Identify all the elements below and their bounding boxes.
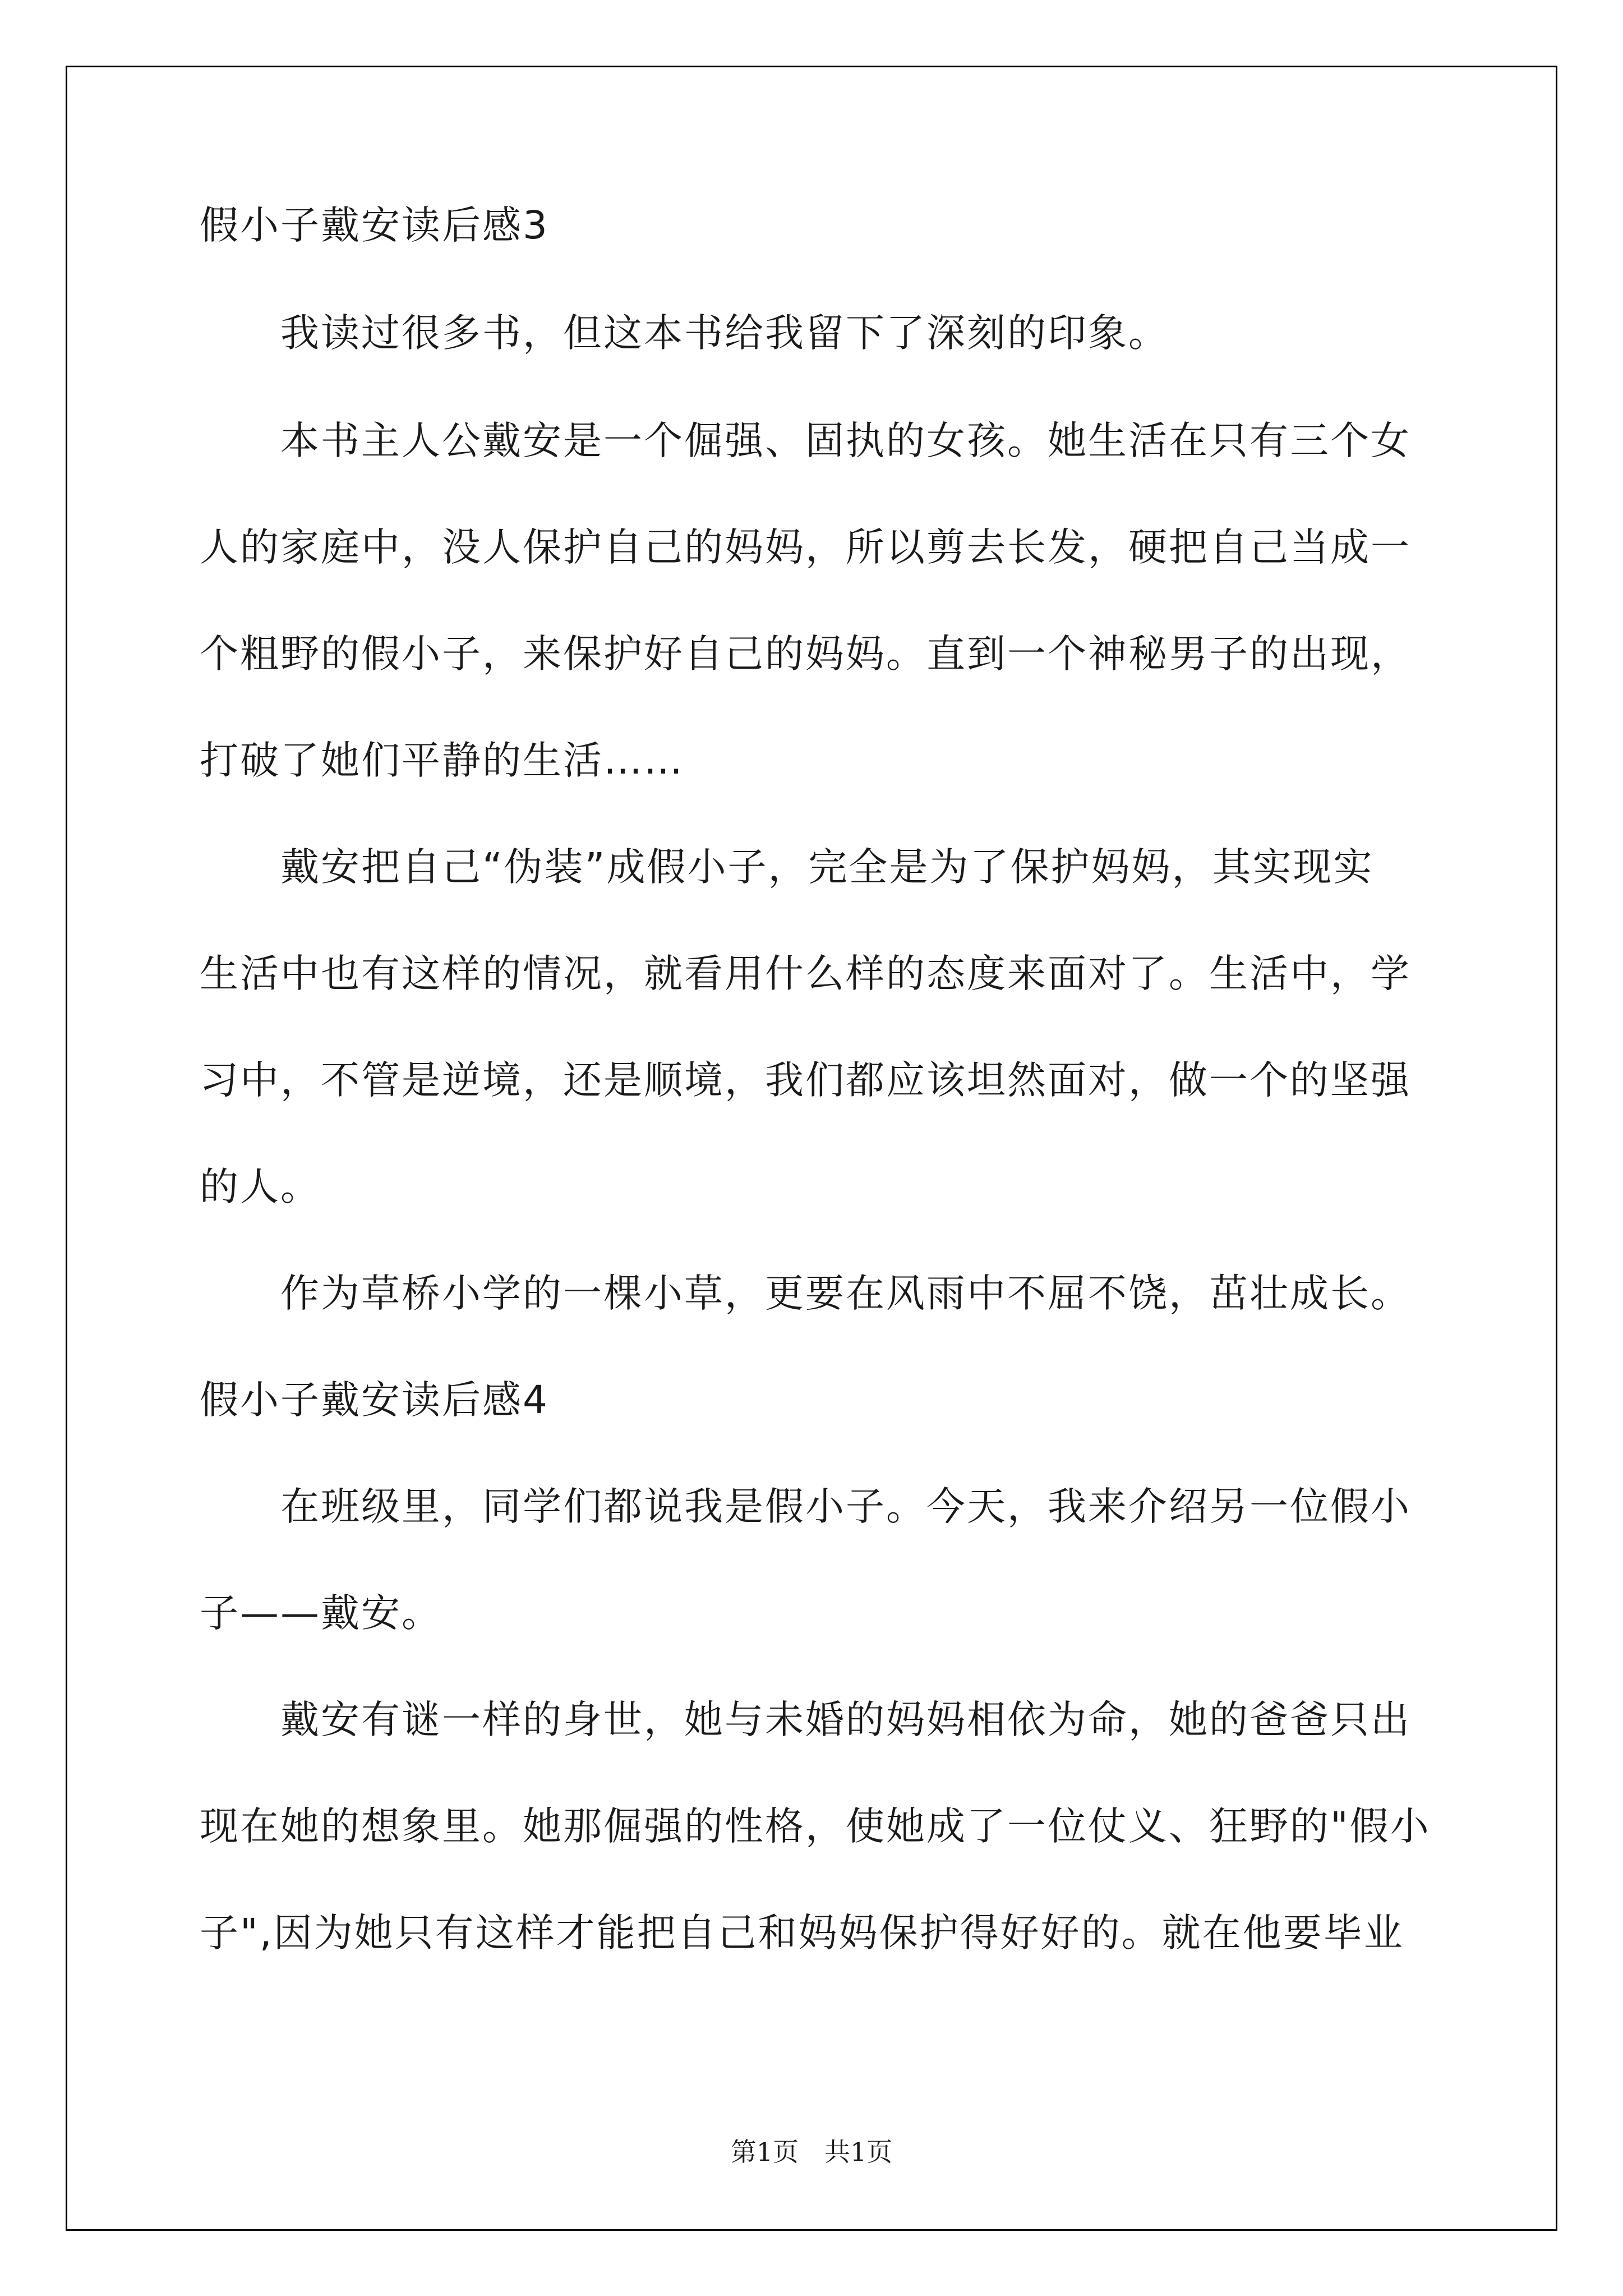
paragraph-line: 现在她的想象里。她那倔强的性格，使她成了一位仗义、狂野的"假小 <box>200 1804 1431 1849</box>
paragraph-line: 子",因为她只有这样才能把自己和妈妈保护得好好的。就在他要毕业 <box>200 1911 1404 1955</box>
paragraph-line: 习中，不管是逆境，还是顺境，我们都应该坦然面对，做一个的坚强 <box>200 1058 1411 1103</box>
paragraph-line: 子——戴安。 <box>200 1591 442 1636</box>
paragraph-line: 生活中也有这样的情况，就看用什么样的态度来面对了。生活中，学 <box>200 951 1411 996</box>
paragraph-line: 我读过很多书，但这本书给我留下了深刻的印象。 <box>280 311 1169 356</box>
paragraph-line: 作为草桥小学的一棵小草，更要在风雨中不屈不饶，茁壮成长。 <box>280 1271 1411 1316</box>
paragraph-line: 戴安把自己“伪装”成假小子，完全是为了保护妈妈，其实现实 <box>280 845 1374 890</box>
paragraph-line: 打破了她们平静的生活…… <box>200 738 684 783</box>
section-heading: 假小子戴安读后感3 <box>200 203 549 248</box>
paragraph-line: 人的家庭中，没人保护自己的妈妈，所以剪去长发，硬把自己当成一 <box>200 525 1411 570</box>
paragraph-line: 本书主人公戴安是一个倔强、固执的女孩。她生活在只有三个女 <box>280 418 1411 463</box>
paragraph-line: 在班级里，同学们都说我是假小子。今天，我来介绍另一位假小 <box>280 1484 1411 1529</box>
paragraph-line: 的人。 <box>200 1165 321 1209</box>
paragraph-line: 戴安有谜一样的身世，她与未婚的妈妈相依为命，她的爸爸只出 <box>280 1697 1411 1742</box>
page-border <box>66 66 1557 2231</box>
paragraph-line: 个粗野的假小子，来保护好自己的妈妈。直到一个神秘男子的出现， <box>200 632 1411 677</box>
page-footer: 第1页 共1页 <box>730 2137 893 2167</box>
section-heading: 假小子戴安读后感4 <box>200 1378 549 1423</box>
